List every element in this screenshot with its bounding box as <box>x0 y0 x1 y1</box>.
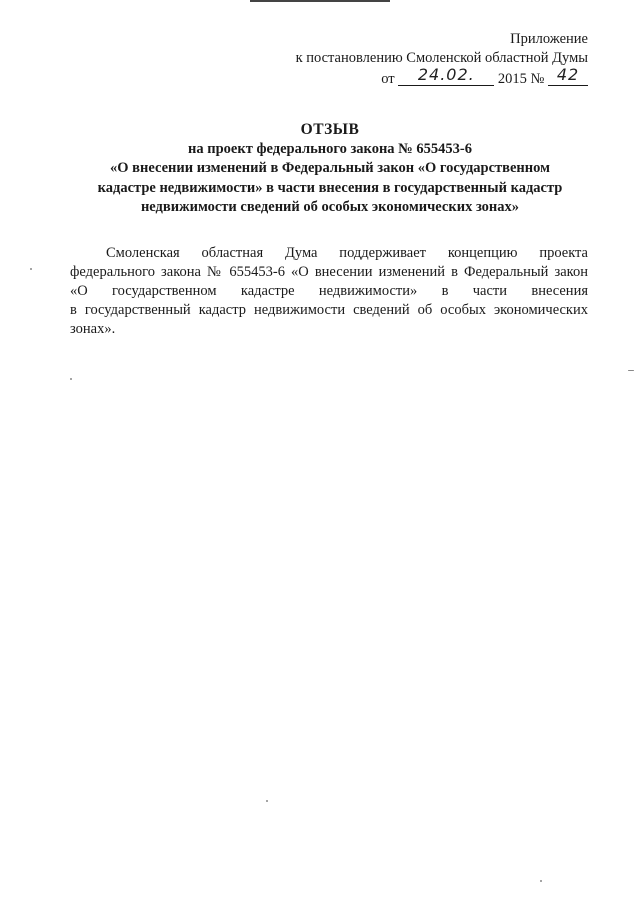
date-field <box>398 65 494 86</box>
appendix-label: Приложение <box>510 31 588 47</box>
year-number-label: 2015 № <box>497 71 545 87</box>
handwritten-date: 24.02. <box>417 65 475 84</box>
title-line-4: кадастре недвижимости» в части внесения в государственный кадастр <box>97 179 563 196</box>
body-line-2: федерального закона № 655453-6 «О внесении изменений в Федеральный закон <box>70 264 588 280</box>
scan-speck <box>70 378 72 380</box>
scan-edge-mark <box>250 0 390 2</box>
body-paragraph <box>70 244 588 339</box>
body-line-4: в государственный кадастр недвижимости сведений об особых экономических <box>70 302 588 318</box>
number-field <box>548 65 588 86</box>
appendix-date-number <box>296 65 588 89</box>
from-label: от <box>381 71 395 87</box>
body-line-3: «О государственном кадастре недвижимости» в части внесения <box>70 283 588 299</box>
handwritten-number: 42 <box>556 65 580 84</box>
appendix-header <box>296 30 588 89</box>
body-line-1: Смоленская областная Дума поддерживает концепцию проекта <box>106 245 588 261</box>
title-main: ОТЗЫВ <box>300 121 360 138</box>
document-title <box>60 120 600 218</box>
scan-speck <box>266 800 268 802</box>
scan-speck <box>30 268 32 270</box>
body-line-5: зонах». <box>70 321 116 337</box>
appendix-reference: к постановлению Смоленской областной Думы <box>295 50 588 66</box>
scan-speck <box>540 880 542 882</box>
scan-speck <box>628 370 634 371</box>
title-line-5: недвижимости сведений об особых экономических зонах» <box>140 199 520 215</box>
title-line-3: «О внесении изменений в Федеральный закон «О государственном <box>110 160 550 176</box>
title-line-2: на проект федерального закона № 655453-6 <box>188 140 472 157</box>
